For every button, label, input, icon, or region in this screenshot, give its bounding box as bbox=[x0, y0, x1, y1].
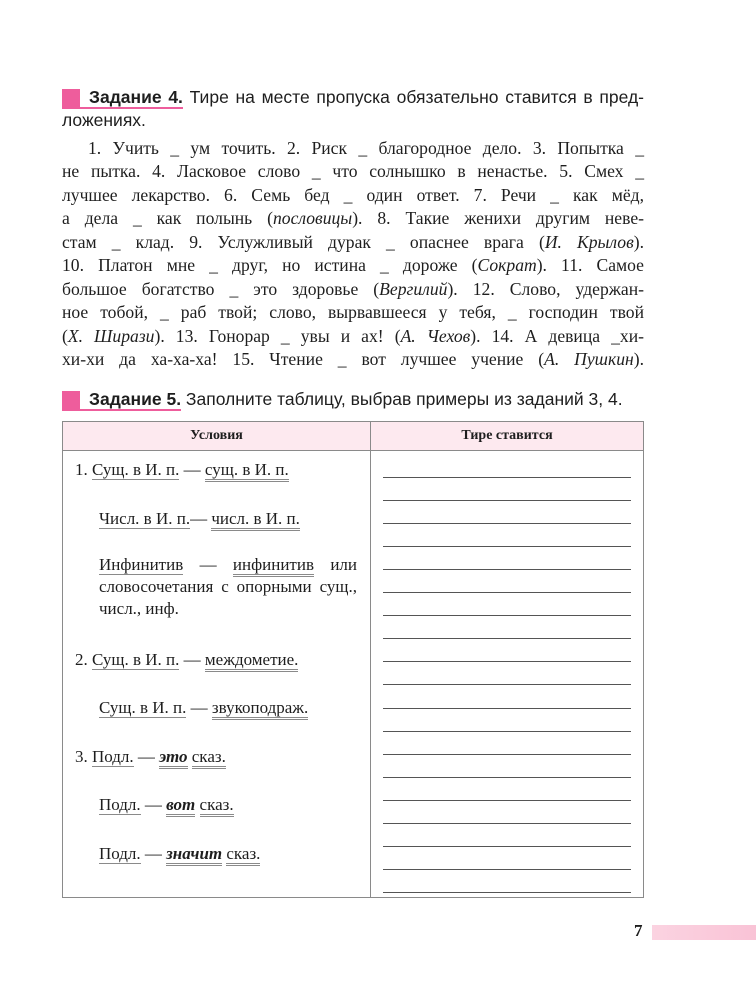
source-attribution: Х. Ширази bbox=[67, 325, 155, 346]
text-line bbox=[62, 325, 644, 348]
predicate-term: сказ. bbox=[192, 747, 226, 769]
condition-text: 2. bbox=[75, 650, 92, 669]
sentence-text: ). 11. Самое bbox=[536, 255, 644, 276]
subject-term: Подл. bbox=[92, 747, 134, 766]
sentence-text: хи-хи да ха-ха-ха! 15. Чтение _ вот лучшее учение ( bbox=[62, 349, 545, 370]
subject-term: Подл. bbox=[99, 844, 141, 863]
subject-term: Числ. в И. п. bbox=[99, 509, 191, 528]
predicate-term: числ. в И. п. bbox=[211, 509, 300, 531]
answer-write-line[interactable] bbox=[383, 523, 631, 524]
sentence-text: ). 14. А девица _хи- bbox=[470, 325, 644, 346]
condition-text: — bbox=[179, 460, 205, 479]
text-line bbox=[62, 348, 644, 371]
predicate-term: инфинитив bbox=[233, 555, 314, 577]
text-line bbox=[62, 207, 644, 230]
answer-write-line[interactable] bbox=[383, 615, 631, 616]
subject-term: Сущ. в И. п. bbox=[92, 650, 180, 669]
answer-write-line[interactable] bbox=[383, 823, 631, 824]
task-4-sentences bbox=[62, 137, 644, 372]
source-attribution: Сократ bbox=[477, 255, 537, 276]
condition-text bbox=[195, 795, 199, 814]
text-line bbox=[62, 278, 644, 301]
sentence-text: не пытка. 4. Ласковое слово _ что солнышко в ненастье. 5. Смех _ bbox=[62, 161, 644, 182]
predicate-term: сущ. в И. п. bbox=[205, 460, 289, 482]
answer-write-line[interactable] bbox=[383, 731, 631, 732]
sentence-text: ). 12. Слово, удержан- bbox=[447, 278, 644, 299]
task-4-heading bbox=[62, 86, 644, 132]
predicate-term: звукоподраж. bbox=[212, 698, 308, 720]
condition-text: 1. bbox=[75, 460, 92, 479]
answer-write-line[interactable] bbox=[383, 846, 631, 847]
source-attribution: А. Чехов bbox=[400, 325, 471, 346]
text-line bbox=[62, 254, 644, 277]
predicate-term: значит bbox=[166, 844, 222, 866]
condition-item bbox=[75, 746, 226, 768]
task-marker-icon bbox=[62, 89, 80, 107]
text-line bbox=[62, 137, 644, 160]
answer-write-line[interactable] bbox=[383, 777, 631, 778]
answer-write-line[interactable] bbox=[383, 800, 631, 801]
answer-write-line[interactable] bbox=[383, 754, 631, 755]
task-4-title-line: ложениях. bbox=[62, 110, 146, 130]
condition-item bbox=[99, 794, 234, 816]
task-marker-icon bbox=[62, 391, 80, 409]
sentence-text: ). bbox=[633, 349, 644, 370]
condition-item bbox=[99, 697, 308, 719]
sentence-text: ). bbox=[633, 231, 644, 252]
condition-item bbox=[99, 508, 300, 530]
text-line bbox=[62, 301, 644, 324]
sentence-text: лучшее лекарство. 6. Семь бед _ один ответ. 7. Речи _ как мёд, bbox=[62, 184, 644, 205]
condition-text: — bbox=[190, 509, 212, 528]
sentence-text: ). 8. Такие женихи другим неве- bbox=[352, 208, 644, 229]
sentence-text: а дела _ как полынь ( bbox=[62, 208, 273, 229]
task-4-title-line: Тире на месте пропуска обязательно ставится в пред- bbox=[182, 87, 644, 107]
condition-text: — bbox=[140, 795, 167, 814]
condition-text: — bbox=[133, 747, 160, 766]
condition-text: 3. bbox=[75, 747, 92, 766]
task-5-title: Заполните таблицу, выбрав примеры из заданий 3, 4. bbox=[181, 389, 623, 409]
text-line bbox=[62, 231, 644, 254]
predicate-term: это bbox=[159, 747, 187, 769]
condition-item bbox=[99, 554, 357, 620]
predicate-term: междометие. bbox=[205, 650, 299, 672]
source-attribution: А. Пушкин bbox=[544, 349, 634, 370]
condition-text: — bbox=[179, 650, 205, 669]
subject-term: Сущ. в И. п. bbox=[99, 698, 187, 717]
sentence-text: ное тобой, _ раб твой; слово, вырвавшееся у тебя, _ господин твой bbox=[62, 302, 644, 323]
conditions-cell bbox=[63, 451, 371, 898]
answer-write-line[interactable] bbox=[383, 892, 631, 893]
condition-item bbox=[75, 649, 298, 671]
answer-write-line[interactable] bbox=[383, 569, 631, 570]
answer-write-line[interactable] bbox=[383, 708, 631, 709]
column-header-conditions: Условия bbox=[63, 422, 371, 451]
condition-text: или словосочетания с опорными сущ., числ., инф. bbox=[99, 555, 357, 618]
text-line bbox=[62, 160, 644, 183]
predicate-term: вот bbox=[166, 795, 195, 817]
sentence-text: 1. Учить _ ум точить. 2. Риск _ благородное дело. 3. Попытка _ bbox=[88, 138, 644, 158]
answer-write-line[interactable] bbox=[383, 869, 631, 870]
sentence-text: ). 13. Гонорар _ увы и ах! ( bbox=[154, 325, 401, 346]
answer-write-line[interactable] bbox=[383, 684, 631, 685]
predicate-term: сказ. bbox=[226, 844, 260, 866]
source-attribution: пословицы bbox=[272, 208, 353, 229]
page-number: 7 bbox=[634, 921, 643, 940]
sentence-text: 10. Платон мне _ друг, но истина _ дороже ( bbox=[62, 255, 478, 276]
predicate-term: сказ. bbox=[200, 795, 234, 817]
answer-write-line[interactable] bbox=[383, 546, 631, 547]
answer-write-line[interactable] bbox=[383, 477, 631, 478]
sentence-text: большое богатство _ это здоровье ( bbox=[62, 278, 380, 299]
task-5-heading bbox=[62, 388, 644, 411]
page-decoration-bar bbox=[652, 925, 756, 940]
condition-item bbox=[99, 843, 260, 865]
answer-write-line[interactable] bbox=[383, 592, 631, 593]
subject-term: Подл. bbox=[99, 795, 141, 814]
task-5-label: Задание 5. bbox=[89, 389, 182, 409]
subject-term: Инфинитив bbox=[99, 555, 184, 574]
condition-text: — bbox=[140, 844, 167, 863]
sentence-text: ( bbox=[62, 325, 68, 346]
sentence-text: стам _ клад. 9. Услужливый дурак _ опаснее врага ( bbox=[62, 231, 545, 252]
condition-item bbox=[75, 459, 289, 481]
condition-text: — bbox=[186, 698, 212, 717]
column-header-dash: Тире ставится bbox=[371, 422, 644, 451]
source-attribution: И. Крылов bbox=[544, 231, 634, 252]
source-attribution: Вергилий bbox=[379, 278, 448, 299]
answer-write-line[interactable] bbox=[383, 500, 631, 501]
task-5-table bbox=[62, 421, 644, 898]
answer-write-line[interactable] bbox=[383, 661, 631, 662]
answer-write-line[interactable] bbox=[383, 638, 631, 639]
condition-text: — bbox=[183, 555, 233, 574]
answers-cell bbox=[371, 451, 644, 898]
subject-term: Сущ. в И. п. bbox=[92, 460, 180, 479]
task-4-label: Задание 4. bbox=[89, 87, 183, 107]
text-line bbox=[62, 184, 644, 207]
